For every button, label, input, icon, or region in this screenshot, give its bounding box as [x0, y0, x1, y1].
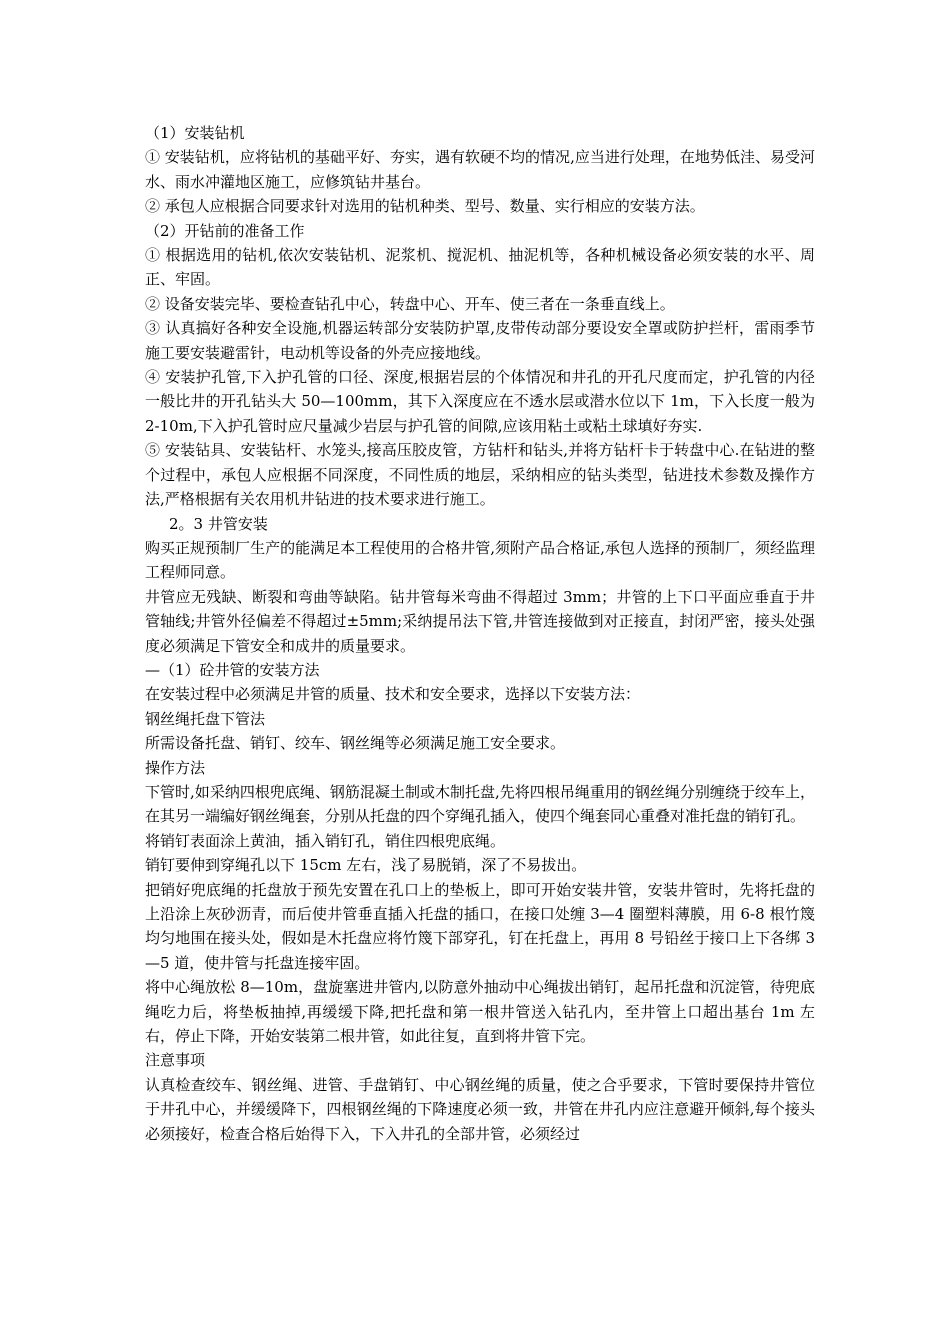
paragraph: 井管应无残缺、断裂和弯曲等缺陷。钻井管每米弯曲不得超过 3mm；井管的上下口平面应垂直于井管轴线;井管外径偏差不得超过±5mm;采纳提吊法下管,井管连接做到对正接直，封闭严密，接头处强度必须满足下管安全和成井的质量要求。	[145, 587, 815, 655]
paragraph: 所需设备托盘、销钉、绞车、钢丝绳等必须满足施工安全要求。	[145, 734, 566, 753]
subheading-wire-rope-tray-method: 钢丝绳托盘下管法	[145, 709, 266, 728]
paragraph: ① 根据选用的钻机,依次安装钻机、泥浆机、搅泥机、抽泥机等，各种机械设备必须安装的水平、周正、牢固。	[145, 246, 815, 289]
paragraph: 把销好兜底绳的托盘放于预先安置在孔口上的垫板上，即可开始安装井管，安装井管时，先将托盘的上沿涂上灰砂沥青，而后使井管垂直插入托盘的插口，在接口处缠 3—4 圈塑料薄膜，用 6-8 根竹篾均匀地围在接头处，假如是木托盘应将竹篾下部穿孔，钉在托盘上，再用 8 号铅丝于接口上下各绑 3—5 道，使井管与托盘连接牢固。	[145, 880, 815, 972]
section-heading-concrete-pipe-method: —（1）砼井管的安装方法	[145, 660, 320, 679]
section-heading-well-pipe-install: 2。3 井管安装	[169, 514, 268, 533]
paragraph: 在安装过程中必须满足井管的质量、技术和安全要求，选择以下安装方法：	[145, 685, 641, 704]
paragraph: ③ 认真搞好各种安全设施,机器运转部分安装防护罩,皮带传动部分要设安全罩或防护拦杆，雷雨季节施工要安装避雷针，电动机等设备的外壳应接地线。	[145, 319, 815, 362]
paragraph: 购买正规预制厂生产的能满足本工程使用的合格井管,须附产品合格证,承包人选择的预制厂，须经监理工程师同意。	[145, 538, 815, 582]
subheading-operation-method: 操作方法	[145, 758, 206, 777]
paragraph: ② 设备安装完毕、要检查钻孔中心，转盘中心、开车、使三者在一条垂直线上。	[145, 294, 675, 313]
subheading-precautions: 注意事项	[145, 1051, 206, 1070]
section-heading-install-drill: （1）安装钻机	[145, 124, 245, 142]
section-heading-pre-drilling: （2）开钻前的准备工作	[145, 221, 305, 240]
paragraph: 将销钉表面涂上黄油，插入销钉孔，销住四根兜底绳。	[145, 831, 506, 850]
paragraph: 下管时,如采纳四根兜底绳、钢筋混凝土制或木制托盘,先将四根吊绳重用的钢丝绳分别缠绕于绞车上，在其另一端编好钢丝绳套，分别从托盘的四个穿绳孔插入，使四个绳套同心重叠对准托盘的销钉孔。	[145, 782, 815, 826]
paragraph: 将中心绳放松 8—10m，盘旋塞进井管内,以防意外抽动中心绳拔出销钉，起吊托盘和沉淀管，待兜底绳吃力后，将垫板抽掉,再缓缓下降,把托盘和第一根井管送入钻孔内，至井管上口超出基台 1m 左右，停止下降，开始安装第二根井管，如此往复，直到将井管下完。	[145, 978, 815, 1046]
paragraph: 销钉要伸到穿绳孔以下 15cm 左右，浅了易脱销，深了不易拔出。	[145, 856, 587, 875]
paragraph: ② 承包人应根据合同要求针对选用的钻机种类、型号、数量、实行相应的安装方法。	[145, 197, 705, 216]
paragraph: ① 安装钻机，应将钻机的基础平好、夯实，遇有软硬不均的情况,应当进行处理，在地势低洼、易受河水、雨水冲灌地区施工，应修筑钻井基台。	[145, 148, 815, 191]
paragraph: ⑤ 安装钻具、安装钻杆、水笼头,接高压胶皮管，方钻杆和钻头,并将方钻杆卡于转盘中心.在钻进的整个过程中，承包人应根据不同深度，不同性质的地层，采纳相应的钻头类型，钻进技术参数及操作方法,严格根据有关农用机井钻进的技术要求进行施工。	[145, 441, 815, 509]
paragraph: ④ 安装护孔管,下入护孔管的口径、深度,根据岩层的个体情况和井孔的开孔尺度而定，护孔管的内径一般比井的开孔钻头大 50—100mm，其下入深度应在不透水层或潜水位以下 1m，下入长度一般为 2-10m,下入护孔管时应尺量减少岩层与护孔管的间隙,应该用粘土或粘土球填好夯实.	[145, 368, 815, 435]
paragraph: 认真检查绞车、钢丝绳、进管、手盘销钉、中心钢丝绳的质量，使之合乎要求，下管时要保持井管位于井孔中心，并缓缓降下，四根钢丝绳的下降速度必须一致，井管在井孔内应注意避开倾斜,每个接头必须接好，检查合格后始得下入，下入井孔的全部井管，必须经过	[145, 1075, 815, 1143]
document-body	[145, 121, 815, 1146]
